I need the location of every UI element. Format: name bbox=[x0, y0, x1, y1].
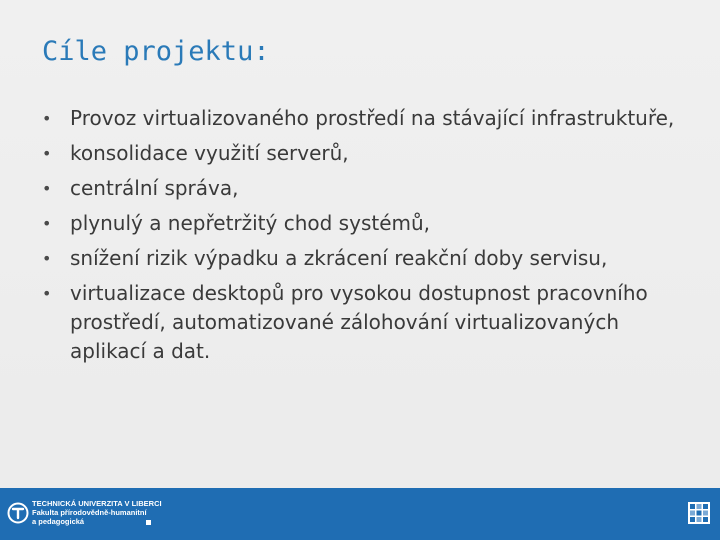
bullet-icon: • bbox=[42, 179, 52, 198]
list-item bbox=[42, 174, 682, 203]
footer-org-line1: TECHNICKÁ UNIVERZITA V LIBERCI bbox=[32, 499, 162, 508]
bullet-text: centrální správa, bbox=[70, 176, 239, 200]
bullet-text: plynulý a nepřetržitý chod systémů, bbox=[70, 211, 431, 235]
list-item bbox=[42, 139, 682, 168]
bullet-list bbox=[42, 104, 682, 372]
list-item bbox=[42, 279, 682, 366]
bullet-icon: • bbox=[42, 214, 52, 233]
list-item bbox=[42, 209, 682, 238]
bullet-icon: • bbox=[42, 144, 52, 163]
footer-square-icon bbox=[146, 520, 151, 525]
footer-bar bbox=[0, 488, 720, 540]
bullet-text: snížení rizik výpadku a zkrácení reakční doby servisu, bbox=[70, 246, 608, 270]
bullet-icon: • bbox=[42, 109, 52, 128]
slide-title: Cíle projektu: bbox=[42, 36, 270, 67]
bullet-icon: • bbox=[42, 249, 52, 268]
list-item bbox=[42, 244, 682, 273]
tul-logo-icon bbox=[7, 502, 29, 524]
footer-org-text bbox=[32, 499, 162, 526]
grid-logo-icon bbox=[688, 502, 710, 524]
bullet-text: konsolidace využití serverů, bbox=[70, 141, 349, 165]
bullet-icon: • bbox=[42, 284, 52, 303]
bullet-text: Provoz virtualizovaného prostředí na stávající infrastruktuře, bbox=[70, 106, 675, 130]
footer-org-line2: Fakulta přírodovědně-humanitní bbox=[32, 508, 147, 517]
list-item bbox=[42, 104, 682, 133]
footer-org-line3: a pedagogická bbox=[32, 517, 85, 526]
bullet-text: virtualizace desktopů pro vysokou dostupnost pracovního prostředí, automatizované zálohování virtualizovaných aplikací a dat. bbox=[70, 281, 648, 363]
